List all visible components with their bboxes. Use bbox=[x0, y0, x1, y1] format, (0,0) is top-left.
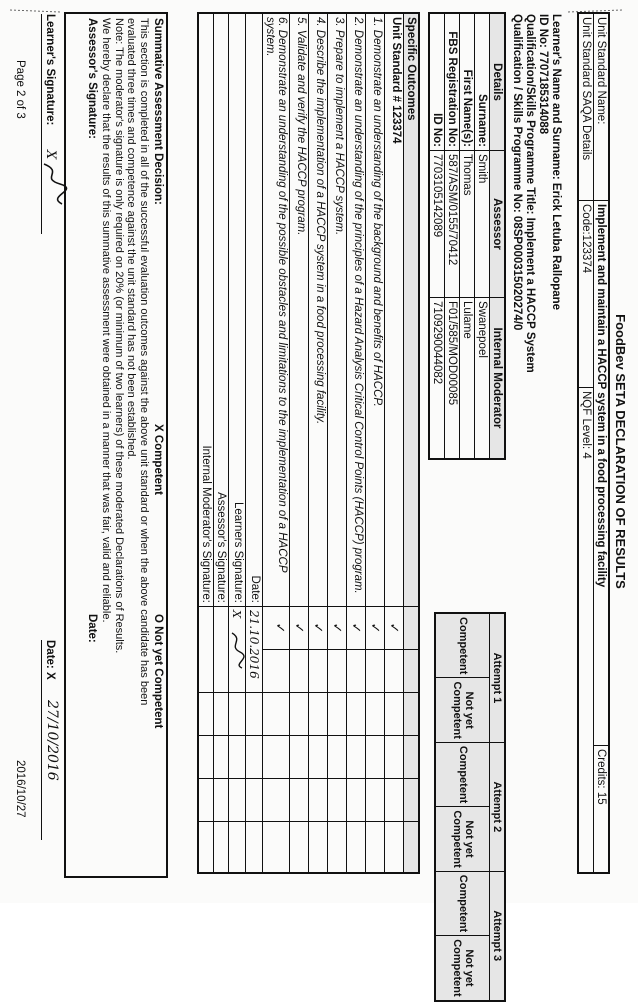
competent-label: Competent bbox=[436, 871, 490, 935]
outcome-item: 1. Demonstrate an understanding of the background and benefits of HACCP. bbox=[366, 13, 385, 607]
unit-standard-table bbox=[577, 12, 610, 874]
summative-date: Date: bbox=[86, 614, 98, 643]
learner-id: ID No: 7707185314088 bbox=[537, 14, 549, 135]
attempt2-header: Attempt 2 bbox=[490, 742, 506, 871]
summative-heading: Summative Assessment Decision: bbox=[152, 18, 164, 205]
outcomes-heading: Specific Outcomes bbox=[404, 13, 420, 607]
summative-line: Note: The moderator's signature is only required on 20% (or minimum of two learners) of these moderated Declarations of Results. bbox=[113, 18, 125, 654]
moderator-sig-label: Internal Moderator's Signature: bbox=[198, 13, 214, 607]
tick-mark: ✓ bbox=[385, 607, 404, 650]
moderator-value: F01/585/MOD00085 bbox=[445, 298, 460, 460]
outcome-item: 2. Demonstrate an understanding of the principles of a Hazard Analysis Critical Control Points (HACCP) program. bbox=[347, 13, 366, 607]
assessor-sig-label: Assessor's Signature: bbox=[214, 13, 229, 607]
qualification-number: Qualification / Skills Programme No: 08SP000315020274/0 bbox=[511, 14, 523, 331]
nqf-level: NQF Level: 4 bbox=[578, 388, 594, 874]
summative-competent: X Competent bbox=[152, 424, 164, 495]
page-footer: Page 2 of 3 bbox=[14, 60, 26, 119]
summative-text bbox=[100, 18, 150, 868]
assessor-value: 587/ASM/0155/70412 bbox=[445, 151, 460, 298]
tick-mark: ✓ bbox=[290, 607, 309, 650]
outcome-item: 3. Prepare to implement a HACCP system. bbox=[328, 13, 347, 607]
outcome-item: 5. Validate and verify the HACCP program. bbox=[290, 13, 309, 607]
learner-name: Learner's Name and Surname: Erick Letuba Rallopane bbox=[550, 14, 562, 311]
moderator-value: Lulame bbox=[460, 298, 475, 460]
outcome-item: 6. Demonstrate an understanding of the possible obstacles and limitations to the implementation of a HACCP system. bbox=[263, 13, 290, 607]
qualification-title: Qualification/Skills Programme Title: Implement a HACCP System bbox=[524, 14, 536, 373]
final-learner-signature-scribble bbox=[38, 160, 68, 210]
moderator-value: 7109290044082 bbox=[429, 298, 445, 460]
moderator-header: Internal Moderator bbox=[490, 298, 506, 460]
competent-label: Competent bbox=[436, 742, 490, 806]
not-yet-label: Not yet Competent bbox=[436, 936, 490, 1001]
tick-mark: ✓ bbox=[263, 607, 290, 650]
summative-line: We hereby declare that the results of this summative assessment were obtained in a manner that was fair, valid and reliable. bbox=[100, 18, 113, 623]
not-yet-label: Not yet Competent bbox=[436, 807, 490, 871]
final-learner-sig-label: Learner's Signature: bbox=[44, 14, 56, 126]
summative-not-yet: O Not yet Competent bbox=[152, 614, 164, 729]
credits: Credits: 15 bbox=[594, 746, 610, 874]
learner-info bbox=[510, 14, 562, 373]
summative-line: This section is completed in all of the successful evaluation outcomes against the above unit standard or when the above candidate has been bbox=[138, 18, 150, 706]
competent-label: Competent bbox=[436, 613, 490, 678]
attempt3-header: Attempt 3 bbox=[490, 871, 506, 1000]
details-header: Details bbox=[490, 13, 506, 151]
moderator-value: Swanepoel bbox=[475, 298, 490, 460]
unit-standard-number: Unit Standard # 123374 bbox=[385, 13, 404, 607]
assessor-value: Smith bbox=[475, 151, 490, 298]
attempts-table bbox=[435, 612, 507, 1002]
learner-signature-scribble bbox=[226, 630, 246, 670]
signature-line bbox=[41, 14, 42, 234]
learner-sig-label: Learners Signature: bbox=[229, 13, 246, 607]
row-label: FBS Registration No: bbox=[445, 13, 460, 151]
summative-assessor-sig: Assessor's Signature: bbox=[86, 18, 98, 139]
tick-mark: ✓ bbox=[309, 607, 328, 650]
date-line bbox=[41, 640, 42, 840]
unit-code: Code:123374 bbox=[578, 201, 594, 388]
stamp-date: 2016/10/27 bbox=[14, 760, 26, 818]
date-value: 21.10.2016 bbox=[246, 607, 263, 693]
outcome-item: 4. Describe the implementation of a HACCP system in a food processing facility. bbox=[309, 13, 328, 607]
assessor-value: 7703105142089 bbox=[429, 151, 445, 298]
scan-artifact bbox=[0, 0, 80, 20]
final-date-label: Date: X bbox=[44, 640, 56, 680]
unit-name-label: Unit Standard Name: bbox=[594, 13, 610, 201]
scan-artifact bbox=[560, 0, 630, 20]
saqa-label: Unit Standard SAQA Details bbox=[578, 13, 594, 201]
details-table bbox=[428, 12, 506, 460]
attempt1-header: Attempt 1 bbox=[490, 613, 506, 742]
unit-name-value: Implement and maintain a HACCP system in a food processing facility bbox=[594, 201, 610, 746]
row-label: First Name(s): bbox=[460, 13, 475, 151]
summative-line: evaluated three times and competence against the unit standard has not been established. bbox=[125, 18, 138, 460]
document-title: FoodBev SETA DECLARATION OF RESULTS bbox=[613, 314, 628, 589]
outcomes-table bbox=[197, 12, 420, 874]
final-date-handwritten: 27/10/2016 bbox=[44, 700, 60, 781]
tick-mark: ✓ bbox=[328, 607, 347, 650]
summative-box bbox=[64, 12, 168, 878]
row-label: Surname: bbox=[475, 13, 490, 151]
assessor-header: Assessor bbox=[490, 151, 506, 298]
assessor-value: Thomas bbox=[460, 151, 475, 298]
final-learner-sig-mark: X bbox=[43, 150, 58, 160]
tick-mark: ✓ bbox=[347, 607, 366, 650]
not-yet-label: Not yet Competent bbox=[436, 678, 490, 742]
tick-mark: ✓ bbox=[366, 607, 385, 650]
row-label: ID No: bbox=[429, 13, 445, 151]
learner-sig-mark: X bbox=[229, 607, 246, 693]
date-label: Date: bbox=[246, 13, 263, 607]
